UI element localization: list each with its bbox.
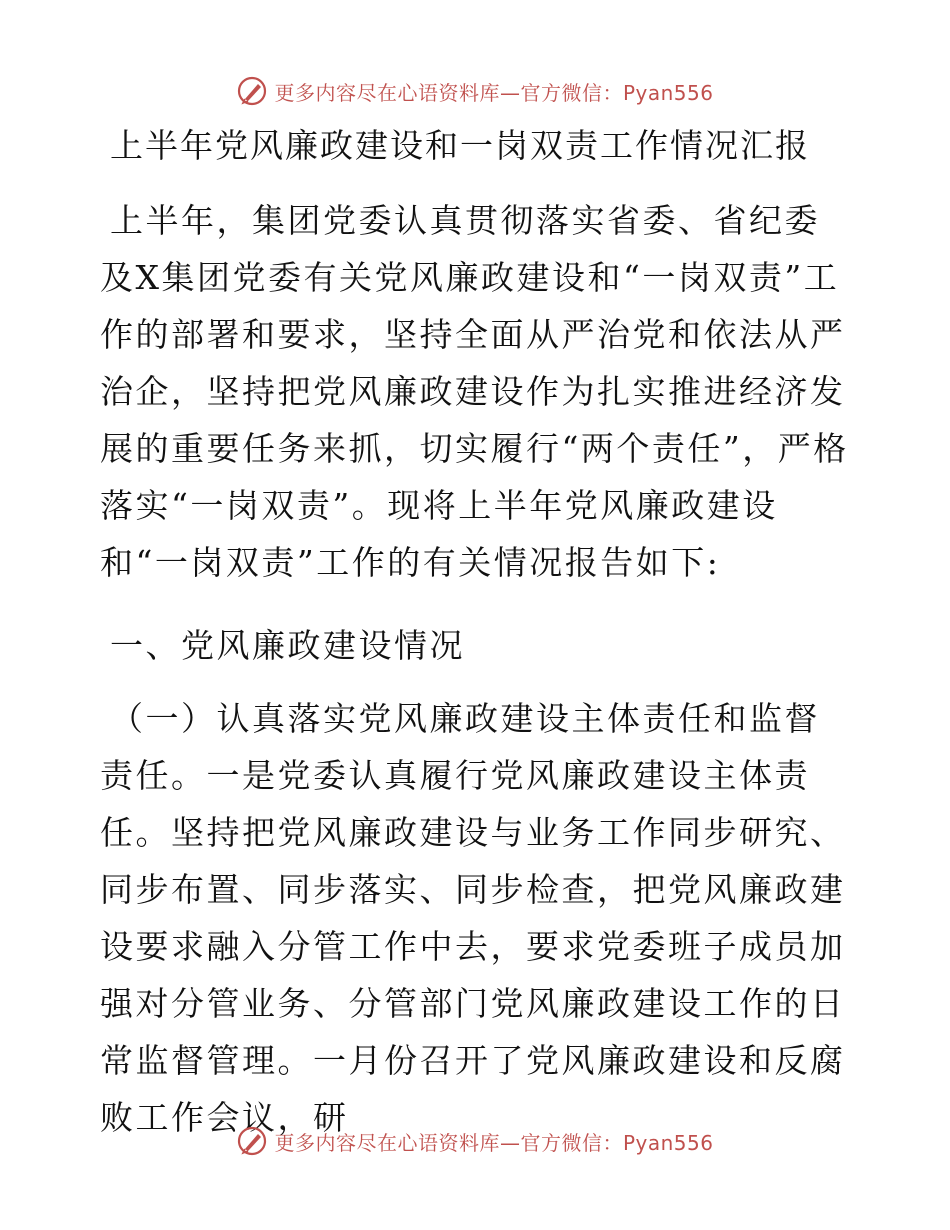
quill-pen-logo-icon bbox=[236, 1125, 268, 1157]
header-watermark-text: 更多内容尽在心语资料库—官方微信：Pyan556 bbox=[274, 80, 714, 105]
intro-paragraph: 上半年，集团党委认真贯彻落实省委、省纪委及X集团党委有关党风廉政建设和“一岗双责”工作的部署和要求，坚持全面从严治党和依法从严治企，坚持把党风廉政建设作为扎实推进经济发展的重要任务来抓，切实履行“两个责任”，严格落实“一岗双责”。现将上半年党风廉政建设和“一岗双责”工作的有关情况报告如下: bbox=[100, 201, 849, 582]
quill-pen-logo-icon bbox=[236, 75, 268, 107]
header-watermark-banner bbox=[0, 71, 950, 111]
document-title: 上半年党风廉政建设和一岗双责工作情况汇报 bbox=[110, 126, 810, 165]
section-paragraph: （一）认真落实党风廉政建设主体责任和监督责任。一是党委认真履行党风廉政建设主体责任。坚持把党风廉政建设与业务工作同步研究、同步布置、同步落实、同步检查，把党风廉政建设要求融入分管工作中去，要求党委班子成员加强对分管业务、分管部门党风廉政建设工作的日常监督管理。一月份召开了党风廉政建设和反腐败工作会议，研 bbox=[100, 699, 846, 1137]
footer-watermark-banner bbox=[0, 1121, 950, 1161]
footer-watermark-text: 更多内容尽在心语资料库—官方微信：Pyan556 bbox=[274, 1130, 714, 1155]
section-heading: 一、党风廉政建设情况 bbox=[110, 626, 465, 665]
